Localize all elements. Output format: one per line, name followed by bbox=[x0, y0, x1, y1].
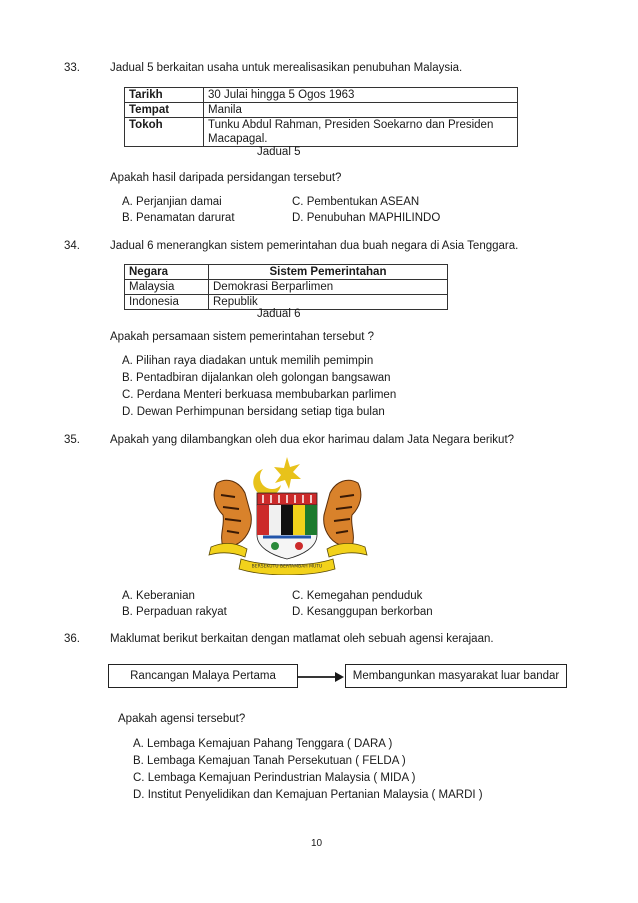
option-c[interactable]: C. Lembaga Kemajuan Perindustrian Malaysia ( MIDA ) bbox=[133, 772, 416, 784]
option-b[interactable]: B. Penamatan darurat bbox=[122, 212, 235, 224]
table-label: Tempat bbox=[125, 103, 204, 118]
table-cell: Malaysia bbox=[125, 280, 209, 295]
page-number: 10 bbox=[311, 838, 323, 849]
question-text-34: Jadual 6 menerangkan sistem pemerintahan dua buah negara di Asia Tenggara. bbox=[110, 240, 519, 252]
question-number-36: 36. bbox=[64, 633, 80, 645]
table-value-line2: Macapagal. bbox=[208, 133, 268, 145]
jata-negara-emblem bbox=[205, 455, 370, 575]
question-number-34: 34. bbox=[64, 240, 80, 252]
option-d[interactable]: D. Penubuhan MAPHILINDO bbox=[292, 212, 441, 224]
emblem-ribbon-text: BERSEKUTU BERTAMBAH MUTU bbox=[251, 564, 323, 570]
question-number-33: 33. bbox=[64, 62, 80, 74]
question-number-35: 35. bbox=[64, 434, 80, 446]
option-b[interactable]: B. Perpaduan rakyat bbox=[122, 606, 227, 618]
table-row bbox=[125, 88, 518, 103]
table-label: Tarikh bbox=[125, 88, 204, 103]
option-d[interactable]: D. Dewan Perhimpunan bersidang setiap tiga bulan bbox=[122, 406, 385, 418]
option-a[interactable]: A. Perjanjian damai bbox=[122, 196, 222, 208]
table-value: Manila bbox=[204, 103, 518, 118]
table-value-line1: Tunku Abdul Rahman, Presiden Soekarno dan Presiden bbox=[208, 119, 494, 131]
table-value: 30 Julai hingga 5 Ogos 1963 bbox=[204, 88, 518, 103]
option-c[interactable]: C. Kemegahan penduduk bbox=[292, 590, 423, 602]
question-text-33: Jadual 5 berkaitan usaha untuk merealisasikan penubuhan Malaysia. bbox=[110, 62, 463, 74]
option-c[interactable]: C. Pembentukan ASEAN bbox=[292, 196, 420, 208]
option-d[interactable]: D. Kesanggupan berkorban bbox=[292, 606, 433, 618]
option-a[interactable]: A. Pilihan raya diadakan untuk memilih pemimpin bbox=[122, 355, 374, 367]
flow-box-left: Rancangan Malaya Pertama bbox=[108, 664, 298, 688]
table-row bbox=[125, 118, 518, 147]
question-prompt-33: Apakah hasil daripada persidangan tersebut? bbox=[110, 172, 342, 184]
table-6 bbox=[124, 264, 448, 310]
table-cell: Demokrasi Berparlimen bbox=[209, 280, 448, 295]
table-header: Negara bbox=[125, 265, 209, 280]
question-prompt-34: Apakah persamaan sistem pemerintahan tersebut ? bbox=[110, 331, 375, 343]
option-c[interactable]: C. Perdana Menteri berkuasa membubarkan parlimen bbox=[122, 389, 397, 401]
option-b[interactable]: B. Pentadbiran dijalankan oleh golongan bangsawan bbox=[122, 372, 391, 384]
question-prompt-36: Apakah agensi tersebut? bbox=[118, 713, 246, 725]
table-caption: Jadual 5 bbox=[257, 146, 301, 158]
option-d[interactable]: D. Institut Penyelidikan dan Kemajuan Pertanian Malaysia ( MARDI ) bbox=[133, 789, 483, 801]
table-cell: Republik bbox=[209, 295, 448, 310]
table-header: Sistem Pemerintahan bbox=[209, 265, 448, 280]
flow-box-right: Membangunkan masyarakat luar bandar bbox=[345, 664, 567, 688]
table-label: Tokoh bbox=[125, 118, 204, 147]
table-header-row bbox=[125, 265, 448, 280]
question-text-36: Maklumat berikut berkaitan dengan matlamat oleh sebuah agensi kerajaan. bbox=[110, 633, 494, 645]
question-text-35: Apakah yang dilambangkan oleh dua ekor harimau dalam Jata Negara berikut? bbox=[110, 434, 515, 446]
table-row bbox=[125, 103, 518, 118]
table-caption: Jadual 6 bbox=[257, 308, 301, 320]
table-cell: Indonesia bbox=[125, 295, 209, 310]
option-a[interactable]: A. Lembaga Kemajuan Pahang Tenggara ( DARA ) bbox=[133, 738, 393, 750]
option-a[interactable]: A. Keberanian bbox=[122, 590, 195, 602]
arrow-right-icon bbox=[297, 670, 345, 684]
table-value bbox=[204, 118, 518, 147]
table-5 bbox=[124, 87, 518, 147]
table-row bbox=[125, 280, 448, 295]
option-b[interactable]: B. Lembaga Kemajuan Tanah Persekutuan ( FELDA ) bbox=[133, 755, 406, 767]
